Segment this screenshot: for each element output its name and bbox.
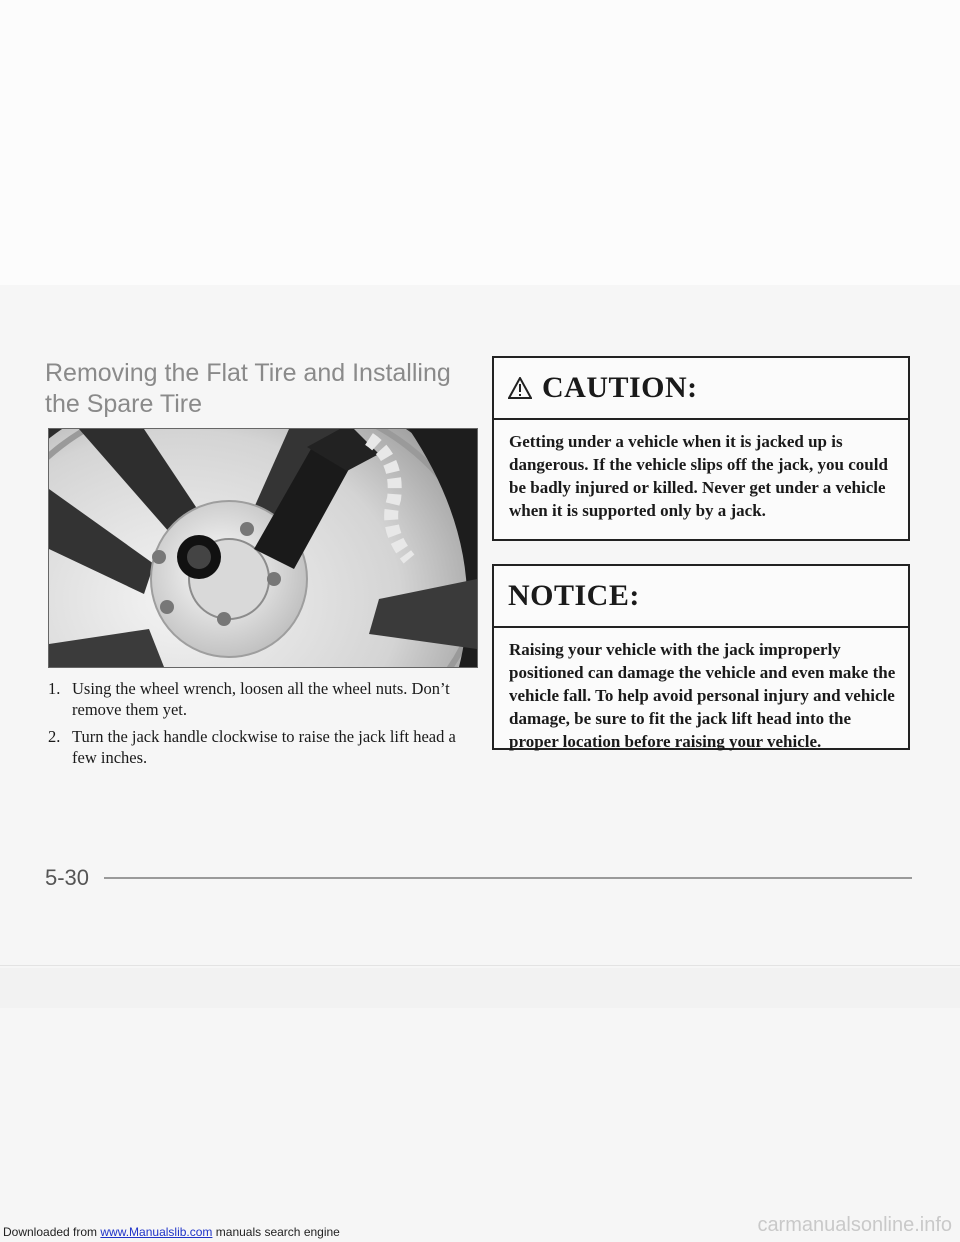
manualslib-link[interactable]: www.Manualslib.com <box>100 1225 213 1239</box>
footer-suffix: manuals search engine <box>212 1225 340 1239</box>
download-footer <box>3 1225 340 1239</box>
notice-body: Raising your vehicle with the jack improperly positioned can damage the vehicle and even make the vehicle fall. To help avoid personal injury and vehicle damage, be sure to fit the jack lift head into the proper location before raising your vehicle. <box>509 640 896 751</box>
page-number: 5-30 <box>45 865 90 890</box>
footer-prefix: Downloaded from <box>3 1225 101 1239</box>
wheel-photo <box>48 428 478 668</box>
section-title: Removing the Flat Tire and Installing the Spare Tire <box>45 359 451 418</box>
footer-rule <box>104 877 912 879</box>
scan-bottom-band <box>0 968 960 1008</box>
list-item <box>48 678 478 720</box>
top-blank-band <box>0 0 960 285</box>
step-text: Using the wheel wrench, loosen all the wheel nuts. Don’t remove them yet. <box>72 679 450 719</box>
notice-heading-text: NOTICE: <box>508 579 640 612</box>
caution-heading <box>494 358 908 420</box>
wheel-photo-illustration <box>49 429 477 667</box>
notice-heading <box>494 566 908 628</box>
caution-box <box>492 356 910 541</box>
warning-triangle-icon <box>508 377 532 399</box>
step-number: 1. <box>48 679 61 698</box>
caution-heading-text: CAUTION: <box>542 371 698 404</box>
step-number: 2. <box>48 727 61 746</box>
steps-list <box>48 678 478 774</box>
caution-body: Getting under a vehicle when it is jacked up is dangerous. If the vehicle slips off the jack, you could be badly injured or killed. Never get under a vehicle when it is supported only by a jack. <box>509 432 888 520</box>
scan-edge-line <box>0 965 960 966</box>
step-text: Turn the jack handle clockwise to raise the jack lift head a few inches. <box>72 727 456 767</box>
watermark-text: carmanualsonline.info <box>757 1214 952 1236</box>
notice-box <box>492 564 910 750</box>
list-item <box>48 726 478 768</box>
